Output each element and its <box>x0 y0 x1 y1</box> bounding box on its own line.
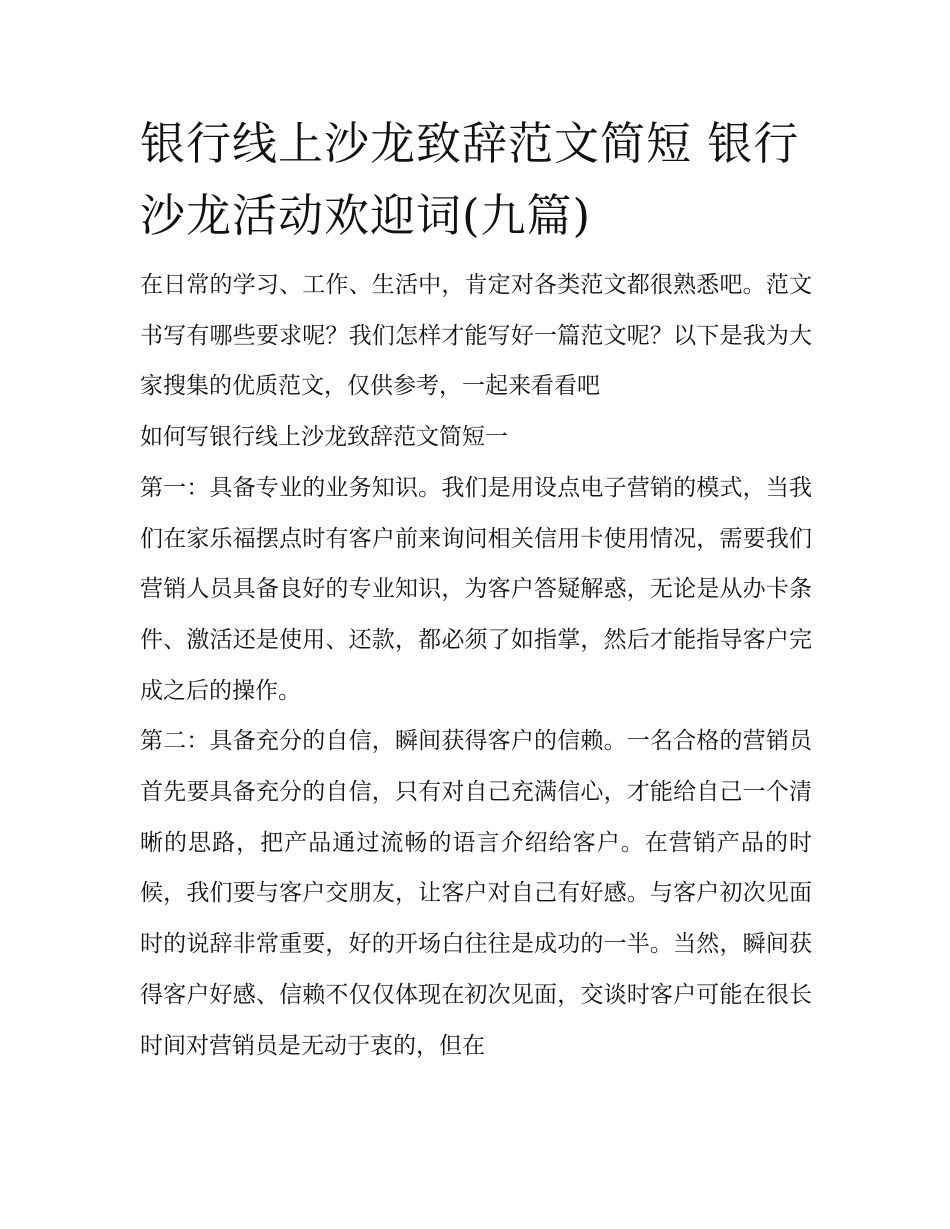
body-paragraph: 第二：具备充分的自信，瞬间获得客户的信赖。一名合格的营销员首先要具备充分的自信，只有对自己充满信心，才能给自己一个清晰的思路，把产品通过流畅的语言介绍给客户。在营销产品的时候，我们要与客户交朋友，让客户对自己有好感。与客户初次见面时的说辞非常重要，好的开场白往往是成功的一半。当然，瞬间获得客户好感、信赖不仅仅体现在初次见面，交谈时客户可能在很长时间对营销员是无动于衷的，但在 <box>140 728 812 1059</box>
document-body <box>140 260 812 1071</box>
section-heading: 如何写银行线上沙龙致辞范文简短一 <box>140 424 508 451</box>
body-paragraph: 第一：具备专业的业务知识。我们是用设点电子营销的模式，当我们在家乐福摆点时有客户前来询问相关信用卡使用情况，需要我们营销人员具备良好的专业知识，为客户答疑解惑，无论是从办卡条件、激活还是使用、还款，都必须了如指掌，然后才能指导客户完成之后的操作。 <box>140 474 812 704</box>
document-page <box>140 108 812 1071</box>
intro-paragraph: 在日常的学习、工作、生活中，肯定对各类范文都很熟悉吧。范文书写有哪些要求呢？我们怎样才能写好一篇范文呢？以下是我为大家搜集的优质范文，仅供参考，一起来看看吧 <box>140 272 812 400</box>
document-title: 银行线上沙龙致辞范文简短 银行沙龙活动欢迎词(九篇) <box>140 117 800 242</box>
